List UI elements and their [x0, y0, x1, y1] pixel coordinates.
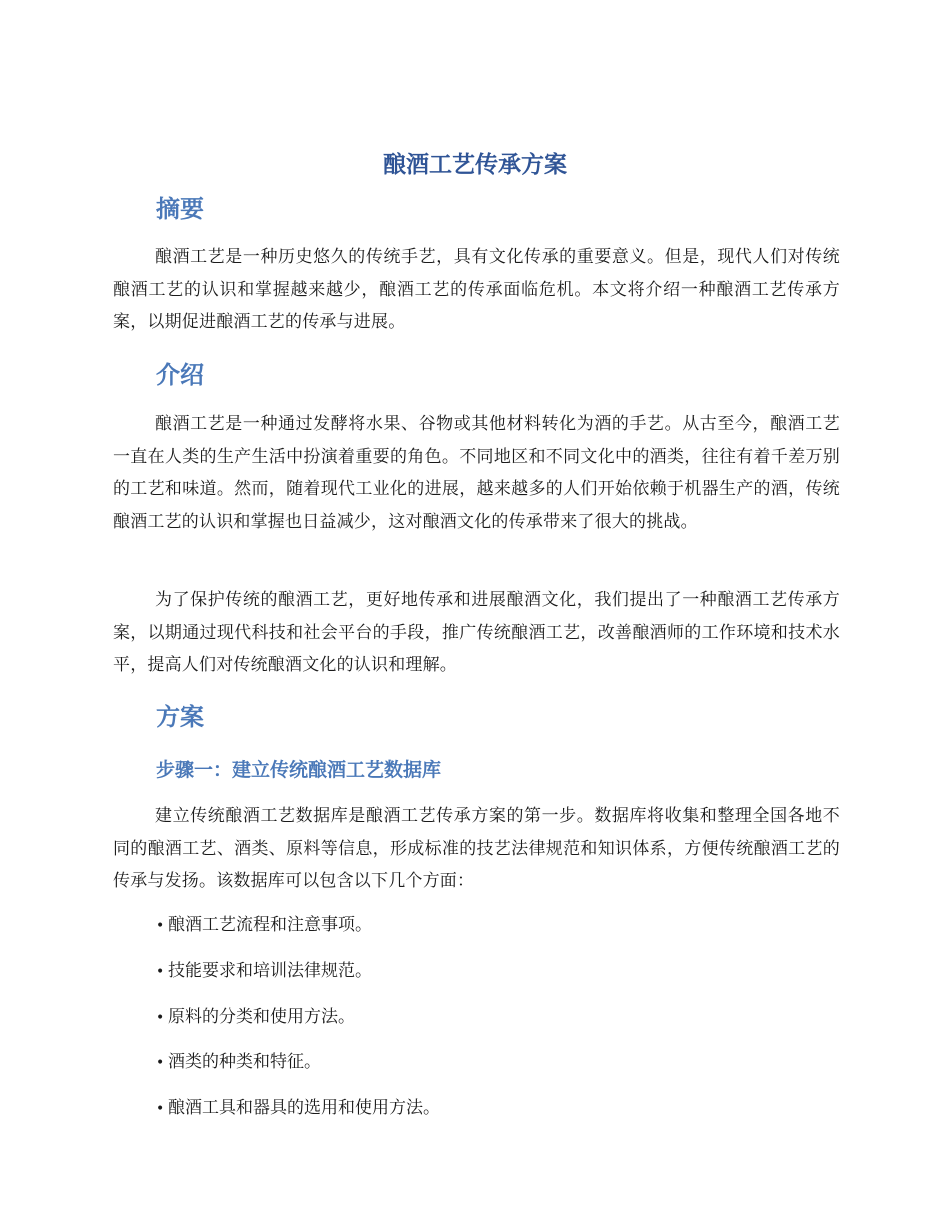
heading-step-1: 步骤一：建立传统酿酒工艺数据库	[156, 759, 442, 781]
step-1-paragraph: 建立传统酿酒工艺数据库是酿酒工艺传承方案的第一步。数据库将收集和整理全国各地不同的酿酒工艺、酒类、原料等信息，形成标准的技艺法律规范和知识体系，方便传统酿酒工艺的传承与发扬。该数据库可以包含以下几个方面：	[113, 806, 840, 891]
list-item-text: 技能要求和培训法律规范。	[168, 961, 372, 981]
bullet-icon: •	[156, 1010, 165, 1026]
document-title: 酿酒工艺传承方案	[383, 152, 567, 178]
heading-intro: 介绍	[156, 361, 204, 389]
intro-paragraph-2: 为了保护传统的酿酒工艺，更好地传承和进展酿酒文化，我们提出了一种酿酒工艺传承方案，以期通过现代科技和社会平台的手段，推广传统酿酒工艺，改善酿酒师的工作环境和技术水平，提高人们对传统酿酒文化的认识和理解。	[113, 590, 840, 675]
list-item	[156, 1050, 321, 1075]
list-item	[156, 959, 372, 984]
bullet-icon: •	[156, 1101, 165, 1117]
list-item-text: 酒类的种类和特征。	[168, 1052, 321, 1072]
list-item	[156, 1005, 355, 1030]
intro-paragraph-1: 酿酒工艺是一种通过发酵将水果、谷物或其他材料转化为酒的手艺。从古至今，酿酒工艺一直在人类的生产生活中扮演着重要的角色。不同地区和不同文化中的酒类，往往有着千差万别的工艺和味道。然而，随着现代工业化的进展，越来越多的人们开始依赖于机器生产的酒，传统酿酒工艺的认识和掌握也日益减少，这对酿酒文化的传承带来了很大的挑战。	[113, 414, 840, 532]
list-item	[156, 1096, 440, 1121]
heading-plan: 方案	[156, 703, 204, 731]
abstract-paragraph: 酿酒工艺是一种历史悠久的传统手艺，具有文化传承的重要意义。但是，现代人们对传统酿酒工艺的认识和掌握越来越少，酿酒工艺的传承面临危机。本文将介绍一种酿酒工艺传承方案，以期促进酿酒工艺的传承与进展。	[113, 247, 840, 332]
list-item-text: 酿酒工艺流程和注意事项。	[168, 915, 372, 935]
bullet-icon: •	[156, 964, 165, 980]
list-item-text: 原料的分类和使用方法。	[168, 1007, 355, 1027]
heading-abstract: 摘要	[156, 195, 204, 223]
list-item-text: 酿酒工具和器具的选用和使用方法。	[168, 1098, 440, 1118]
bullet-icon: •	[156, 918, 165, 934]
list-item	[156, 913, 372, 938]
bullet-icon: •	[156, 1055, 165, 1071]
